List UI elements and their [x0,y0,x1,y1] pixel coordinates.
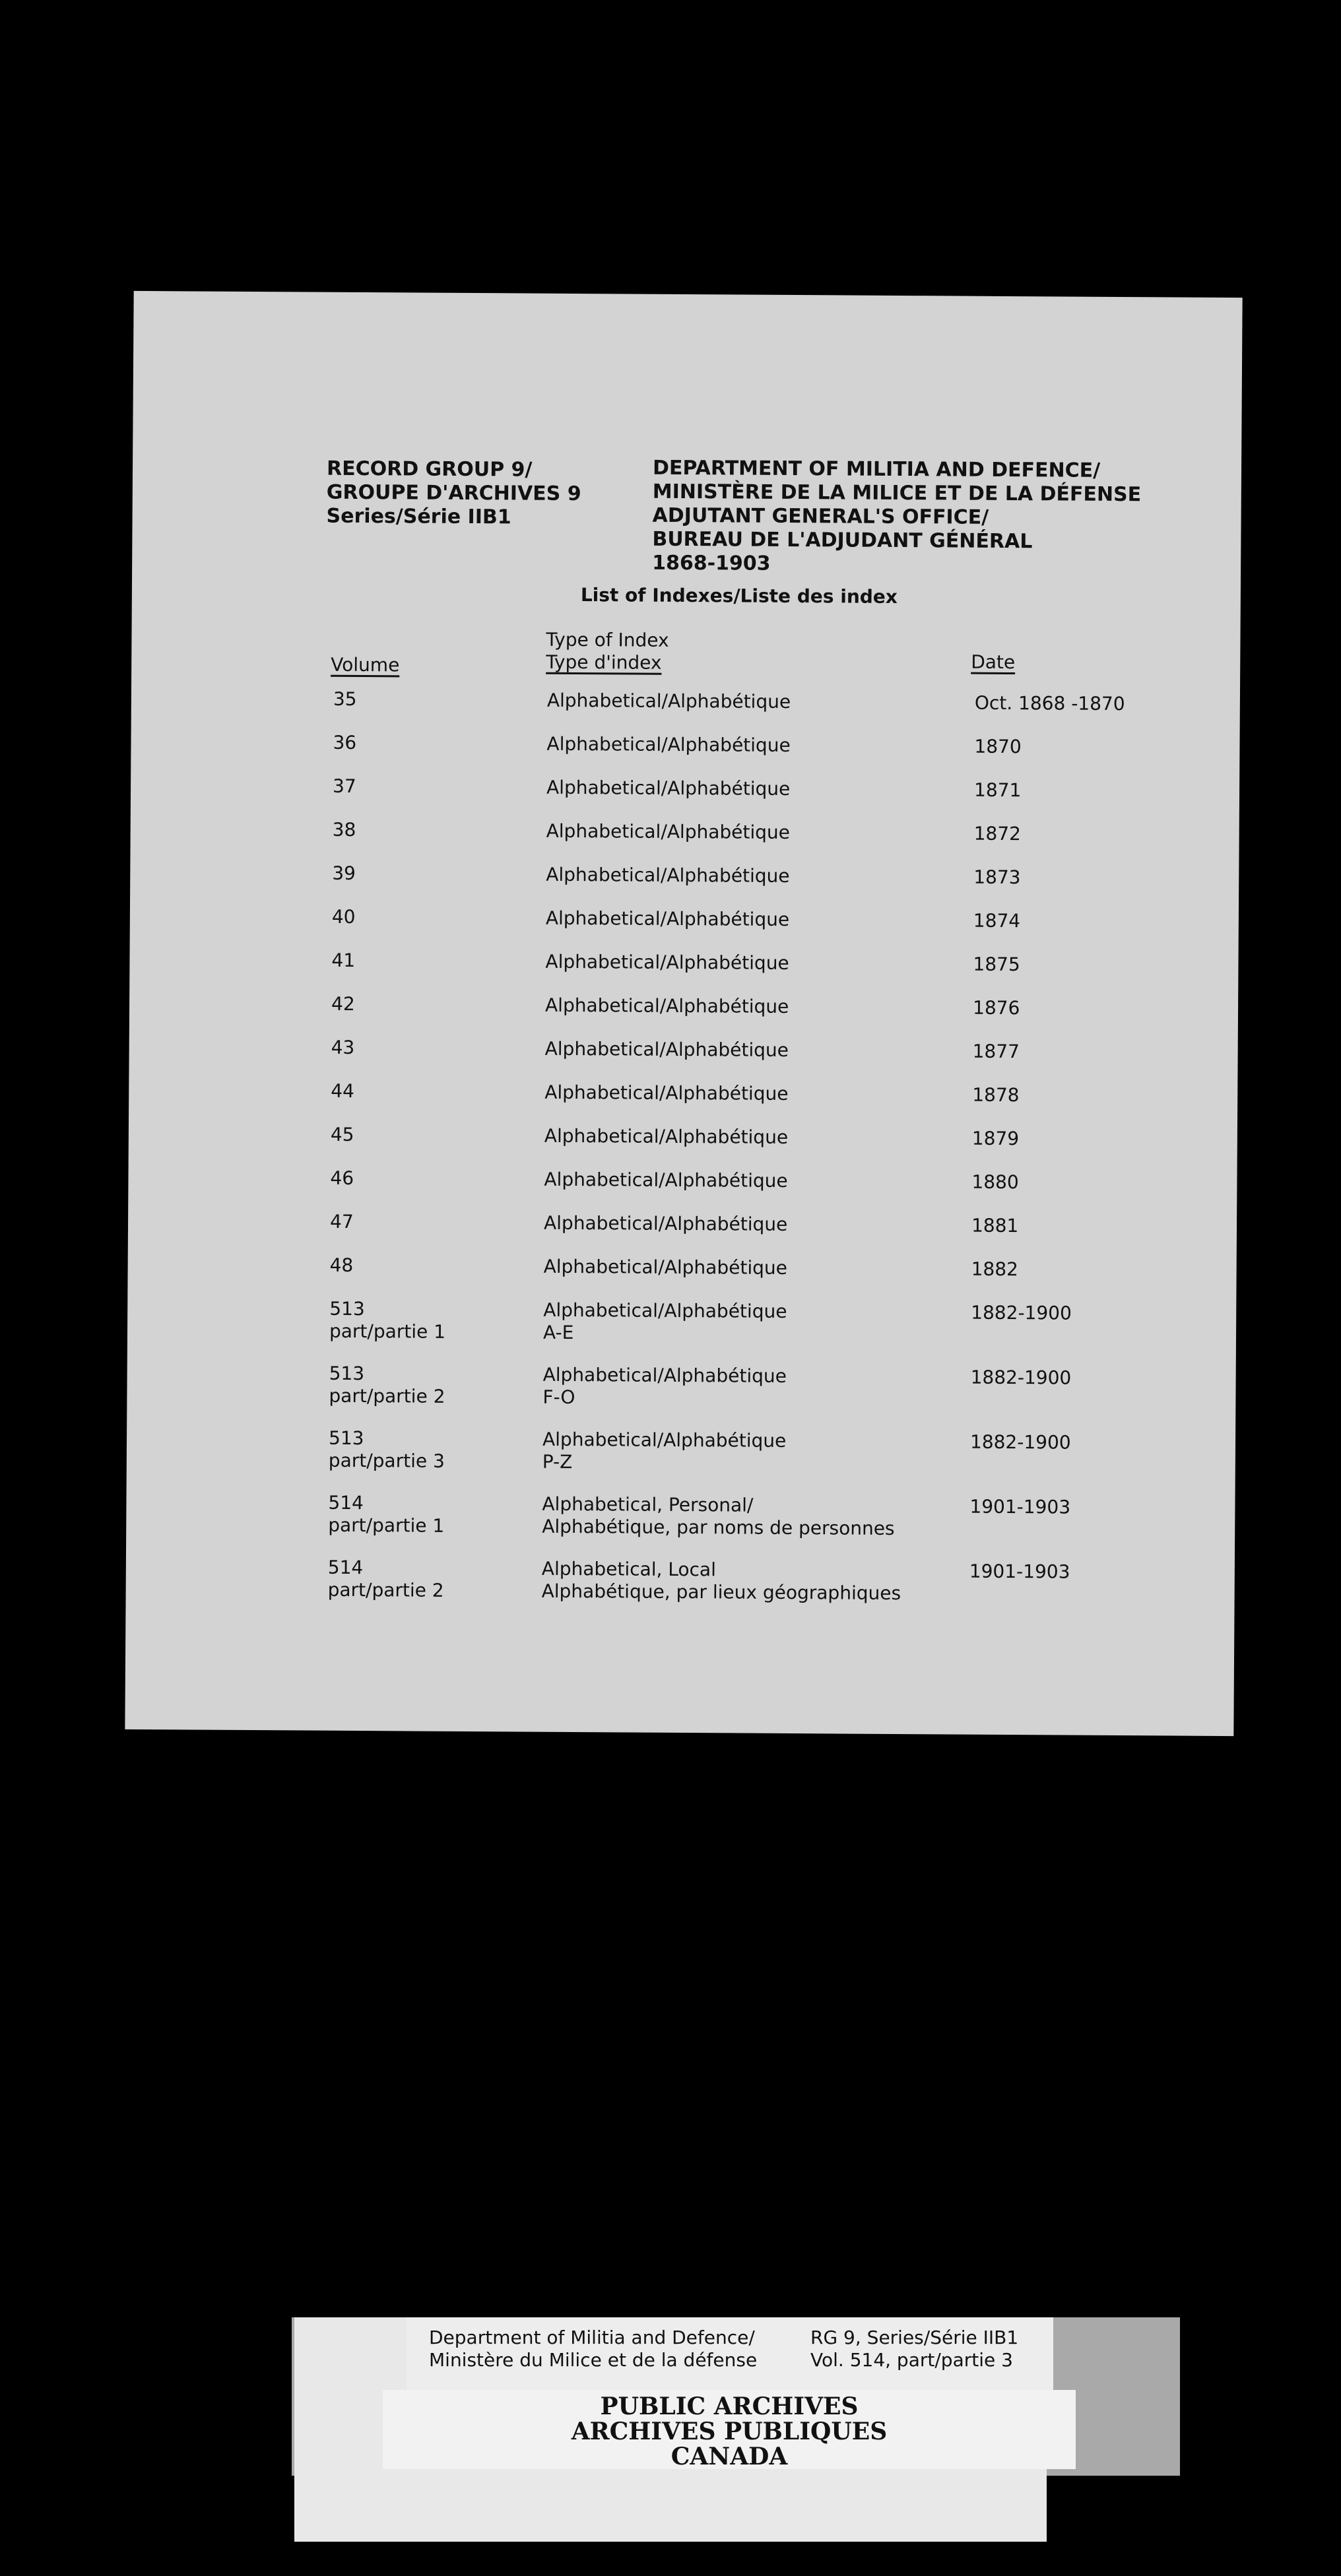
volume-number: 513 [328,1427,364,1450]
volume-part: part/partie 1 [328,1514,445,1537]
label-reference [810,2327,1018,2371]
date-cell: 1882-1900 [970,1366,1072,1389]
table-row [131,687,1240,737]
date-cell: 1880 [971,1171,1019,1194]
type-cell: Alphabetical/Alphabétique [544,1081,789,1105]
volume-cell: 39 [332,862,356,884]
volume-cell: 44 [331,1079,355,1102]
table-row [130,905,1239,955]
type-cell: Alphabetical/Alphabétique [546,776,791,800]
header-left-line: GROUPE D'ARCHIVES 9 [326,480,581,506]
date-cell: 1875 [973,953,1020,976]
date-cell: 1882 [971,1258,1019,1281]
table-row [127,1297,1237,1368]
type-cell: Alphabetical/Alphabétique [543,1255,787,1279]
label-info-panel [407,2317,1053,2390]
table-row [127,1253,1236,1303]
band-line: ARCHIVES PUBLIQUES [571,2418,888,2445]
type-cell: Alphabetical/Alphabétique [546,863,790,887]
table-row [130,818,1239,868]
volume-cell [329,1298,445,1343]
volume-cell [329,1427,445,1473]
volume-number: 514 [327,1556,364,1579]
volume-cell: 45 [330,1123,354,1145]
column-header-type [546,629,669,674]
band-line: CANADA [670,2443,788,2470]
date-cell: 1872 [973,822,1022,845]
public-archives-band [383,2390,1076,2469]
header-right-line: BUREAU DE L'ADJUDANT GÉNÉRAL [652,527,1033,554]
type-label: Alphabetical/Alphabétique [543,1299,787,1322]
volume-cell: 46 [330,1167,354,1189]
table-row [125,1555,1235,1626]
volume-cell [328,1557,444,1602]
table-row [127,1361,1236,1433]
type-sub: P-Z [542,1450,573,1473]
volume-part: part/partie 1 [329,1320,446,1343]
date-cell: 1879 [971,1127,1020,1150]
header-right-line: MINISTÈRE DE LA MILICE ET DE LA DÉFENSE [652,480,1142,507]
type-cell [542,1558,901,1605]
type-cell: Alphabetical/Alphabétique [546,732,791,756]
volume-cell: 38 [332,818,356,841]
volume-cell: 43 [331,1036,355,1058]
volume-cell [329,1363,445,1408]
label-line: Vol. 514, part/partie 3 [810,2349,1013,2371]
date-cell: 1882-1900 [971,1301,1072,1324]
date-cell: 1871 [973,779,1022,802]
type-cell [542,1364,787,1410]
table-row [129,948,1238,998]
document-page [125,291,1242,1736]
record-group-header [326,457,581,530]
table-row [126,1491,1235,1562]
volume-cell: 35 [333,688,357,710]
table-row [129,992,1238,1042]
column-header-type-line1: Type of Index [546,628,669,651]
type-cell: Alphabetical/Alphabétique [544,1037,789,1061]
department-header [652,457,1141,579]
volume-cell: 41 [331,949,356,971]
volume-cell: 40 [331,905,356,928]
table-row [127,1426,1236,1497]
date-cell: 1877 [972,1040,1020,1063]
type-cell [543,1299,787,1345]
date-cell: 1878 [972,1083,1020,1107]
type-cell: Alphabetical/Alphabétique [545,907,790,930]
band-line: PUBLIC ARCHIVES [600,2393,859,2420]
header-right-line: DEPARTMENT OF MILITIA AND DEFENCE/ [652,456,1101,482]
date-cell: 1873 [973,866,1021,889]
type-cell: Alphabetical/Alphabétique [546,689,791,713]
type-label: Alphabetical/Alphabétique [542,1363,787,1387]
type-label: Alphabetical, Local [541,1557,717,1581]
type-sub: F-O [542,1386,575,1409]
date-cell: 1876 [972,996,1020,1019]
header-right-line: 1868-1903 [652,551,771,575]
volume-cell [328,1492,444,1537]
type-label: Alphabetical, Personal/ [542,1493,754,1516]
date-cell: 1882-1900 [969,1431,1071,1454]
label-department [429,2327,757,2371]
column-header-type-line2: Type d'index [546,651,662,674]
label-line: RG 9, Series/Série IIB1 [810,2327,1019,2348]
list-title: List of Indexes/Liste des index [580,584,898,608]
date-cell: 1901-1903 [969,1560,1070,1583]
volume-cell: 47 [329,1210,354,1233]
type-cell: Alphabetical/Alphabétique [546,820,791,843]
table-row [128,1209,1237,1260]
header-left-line: RECORD GROUP 9/ [326,457,533,482]
header-right-line: ADJUTANT GENERAL'S OFFICE/ [652,503,989,529]
volume-number: 514 [328,1491,364,1514]
volume-cell: 48 [329,1254,354,1276]
type-cell [542,1493,895,1540]
type-label: Alphabetical/Alphabétique [542,1428,787,1452]
label-line: Ministère du Milice et de la défense [429,2349,758,2371]
date-cell: Oct. 1868 -1870 [974,692,1125,715]
index-table [125,687,1240,1626]
type-cell: Alphabetical/Alphabétique [544,1124,789,1148]
table-row [129,1122,1237,1173]
volume-cell: 37 [332,775,356,797]
date-cell: 1874 [973,909,1021,932]
date-cell: 1881 [971,1214,1019,1237]
label-line: Department of Militia and Defence/ [429,2327,755,2348]
date-cell: 1901-1903 [969,1495,1071,1518]
table-row [131,730,1239,781]
volume-part: part/partie 3 [328,1449,445,1472]
header-left-line: Series/Série IIB1 [326,504,511,529]
type-cell: Alphabetical/Alphabétique [544,1168,788,1192]
volume-cell: 36 [333,731,357,754]
volume-number: 513 [329,1362,365,1385]
volume-cell: 42 [331,992,355,1015]
date-cell: 1870 [974,735,1022,758]
volume-number: 513 [329,1297,365,1320]
type-sub: Alphabétique, par lieux géographiques [541,1580,901,1605]
column-header-date: Date [971,651,1016,674]
archive-label [275,2317,1066,2542]
table-row [128,1166,1237,1216]
type-cell: Alphabetical/Alphabétique [543,1211,788,1235]
type-sub: Alphabétique, par noms de personnes [542,1515,895,1539]
type-cell: Alphabetical/Alphabétique [544,994,789,1017]
table-row [129,1079,1237,1129]
type-cell: Alphabetical/Alphabétique [545,950,789,974]
table-row [129,1035,1237,1085]
table-row [131,774,1239,824]
volume-part: part/partie 2 [329,1384,445,1407]
volume-part: part/partie 2 [327,1578,444,1601]
type-sub: A-E [542,1321,574,1343]
type-cell [542,1429,787,1475]
table-row [130,861,1239,911]
column-header-volume: Volume [331,653,400,676]
